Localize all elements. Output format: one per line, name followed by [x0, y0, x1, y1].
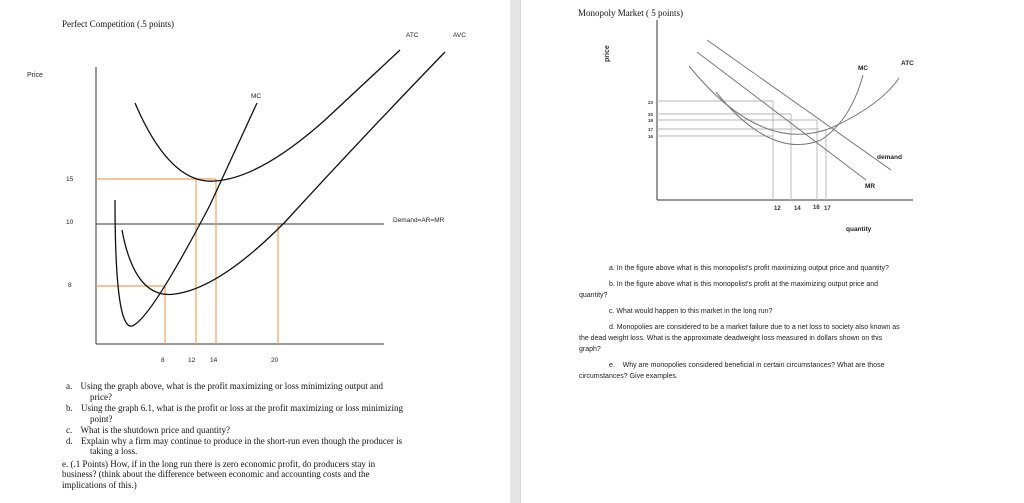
pc-question-b-cont: point?	[90, 413, 113, 424]
mono-y-tick: 20	[648, 112, 654, 117]
pc-price-label: Price	[27, 72, 43, 79]
q-a-marker: a.	[66, 381, 73, 391]
q-c-marker: c.	[66, 425, 73, 435]
monopoly-graph	[521, 0, 1024, 503]
mono-x-tick: 14	[794, 206, 801, 212]
mono-mr-label: MR	[865, 183, 876, 190]
pc-question-c: What is the shutdown price and quantity?	[80, 425, 230, 435]
pc-question-d-cont: taking a loss.	[90, 446, 138, 456]
mono-x-tick: 17	[824, 206, 831, 212]
pc-question-d: Explain why a firm may continue to produce in the short-run even though the producer is	[81, 435, 403, 446]
q-d-marker: d.	[66, 435, 73, 446]
mono-question-b-cont: quantity?	[579, 292, 608, 299]
mono-atc-curve	[689, 66, 899, 134]
pc-mc-label: MC	[251, 93, 262, 100]
mono-demand-curve	[707, 40, 891, 170]
pc-title: Perfect Competition (.5 points)	[62, 19, 174, 29]
pc-question-a-cont: price?	[90, 391, 112, 402]
pc-question-e: e. (.1 Points) How, if in the long run there is zero economic profit, do producers stay in	[62, 458, 376, 469]
q-b-marker: b.	[66, 403, 73, 413]
pc-x-tick: 14	[210, 357, 218, 364]
pc-demand-label: Demand=AR=MR	[393, 217, 445, 224]
pc-avc-curve	[122, 52, 445, 294]
mono-question-d-cont: the dead weight loss. What is the approximate deadweight loss measured in dollars shown on this	[579, 335, 883, 342]
pc-atc-curve	[135, 50, 400, 181]
mono-question-a: a. In the figure above what is this monopolist's profit maximizing output price and quantity?	[609, 265, 889, 272]
mono-y-tick: 16	[648, 134, 654, 139]
mono-price-label: price	[604, 45, 611, 62]
pc-question-e-cont: implications of this.)	[62, 479, 137, 490]
mono-atc-label: ATC	[901, 60, 914, 67]
pc-question-e-cont: business? (think about the difference between economic and accounting costs and the	[62, 469, 370, 479]
pc-atc-label: ATC	[406, 32, 419, 39]
mono-question-e-cont: circumstances? Give examples.	[579, 373, 678, 380]
mono-y-tick: 19	[648, 118, 654, 123]
pc-avc-label: AVC	[453, 32, 466, 39]
pc-guide-lines	[96, 179, 278, 344]
mono-x-ticks	[774, 205, 831, 212]
mono-mc-label: MC	[858, 65, 869, 72]
mono-question-c: c. What would happen to this market in the long run?	[609, 308, 773, 315]
pc-question-a: Using the graph above, what is the profit maximizing or loss minimizing output and	[80, 381, 383, 391]
pc-questions	[62, 381, 506, 490]
mono-x-tick: 12	[774, 206, 781, 212]
mono-question-d: d. Monopolies are considered to be a market failure due to a net loss to society also known as	[609, 324, 900, 331]
pc-x-tick: 20	[271, 357, 279, 364]
monopoly-page	[520, 0, 1024, 503]
pc-y-tick: 10	[66, 219, 74, 226]
pc-y-tick: 15	[66, 176, 74, 183]
mono-questions	[579, 263, 1019, 382]
page-gap	[510, 0, 520, 503]
mono-question-b: b. In the figure above what is this monopolist's profit at the maximizing output price and	[609, 281, 879, 288]
pc-mc-curve	[115, 103, 257, 326]
mono-question-d-cont: graph?	[579, 346, 601, 353]
mono-question-e: e. Why are monopolies considered beneficial in certain circumstances? What are those	[609, 362, 885, 369]
perfect-competition-page	[0, 0, 511, 503]
pc-x-tick: 8	[161, 357, 165, 364]
mono-y-tick: 23	[648, 100, 654, 105]
mono-y-ticks	[648, 100, 654, 139]
pc-y-tick: 8	[68, 282, 72, 289]
mono-demand-label: demand	[877, 154, 902, 161]
mono-x-tick: 16	[813, 205, 820, 211]
pc-x-tick: 12	[188, 357, 196, 364]
mono-title: Monopoly Market ( 5 points)	[578, 8, 683, 18]
mono-quantity-label: quantity	[846, 226, 872, 233]
mono-mr-curve	[697, 52, 869, 180]
mono-y-tick: 17	[648, 127, 654, 132]
pc-question-b: Using the graph 6.1, what is the profit or loss at the profit maximizing or loss minimizing	[81, 403, 403, 413]
